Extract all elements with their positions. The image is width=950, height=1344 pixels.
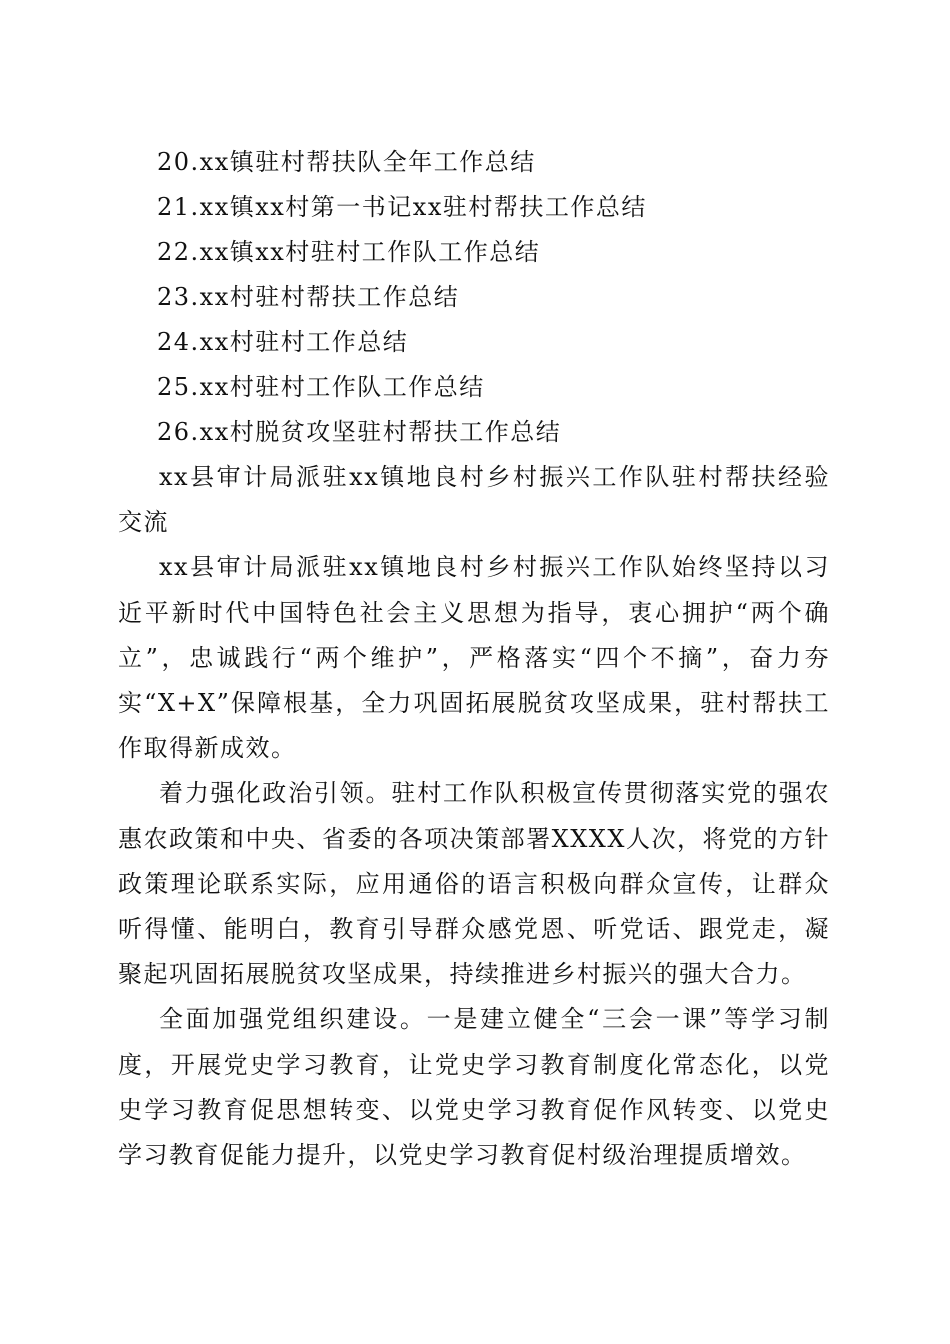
toc-item-23: 23.xx村驻村帮扶工作总结 [157,283,460,311]
paragraph-party-organization: 全面加强党组织建设。一是建立健全“三会一课”等学习制度，开展党史学习教育，让党史学习教育制度化常态化，以党史学习教育促思想转变、以党史学习教育促作风转变、以党史学习教育促能力提升，以党史学习教育促村级治理提质增效。 [118,1005,830,1170]
paragraph-intro: xx县审计局派驻xx镇地良村乡村振兴工作队始终坚持以习近平新时代中国特色社会主义思想为指导，衷心拥护“两个确立”，忠诚践行“两个维护”，严格落实“四个不摘”，奋力夯实“X+X”保障根基，全力巩固拓展脱贫攻坚成果，驻村帮扶工作取得新成效。 [118,553,830,763]
paragraph-political-leadership: 着力强化政治引领。驻村工作队积极宣传贯彻落实党的强农惠农政策和中央、省委的各项决策部署XXXX人次，将党的方针政策理论联系实际，应用通俗的语言积极向群众宣传，让群众听得懂、能明白，教育引导群众感党恩、听党话、跟党走，凝聚起巩固拓展脱贫攻坚成果，持续推进乡村振兴的强大合力。 [118,779,830,989]
toc-item-20: 20.xx镇驻村帮扶队全年工作总结 [157,148,536,176]
toc-item-24: 24.xx村驻村工作总结 [157,328,409,356]
article-title: xx县审计局派驻xx镇地良村乡村振兴工作队驻村帮扶经验交流 [118,463,830,537]
toc-item-22: 22.xx镇xx村驻村工作队工作总结 [157,238,541,266]
toc-item-25: 25.xx村驻村工作队工作总结 [157,373,485,401]
toc-item-26: 26.xx村脱贫攻坚驻村帮扶工作总结 [157,418,562,446]
toc-item-21: 21.xx镇xx村第一书记xx驻村帮扶工作总结 [157,193,647,221]
toc-list [157,140,857,455]
article-body [118,455,830,1178]
